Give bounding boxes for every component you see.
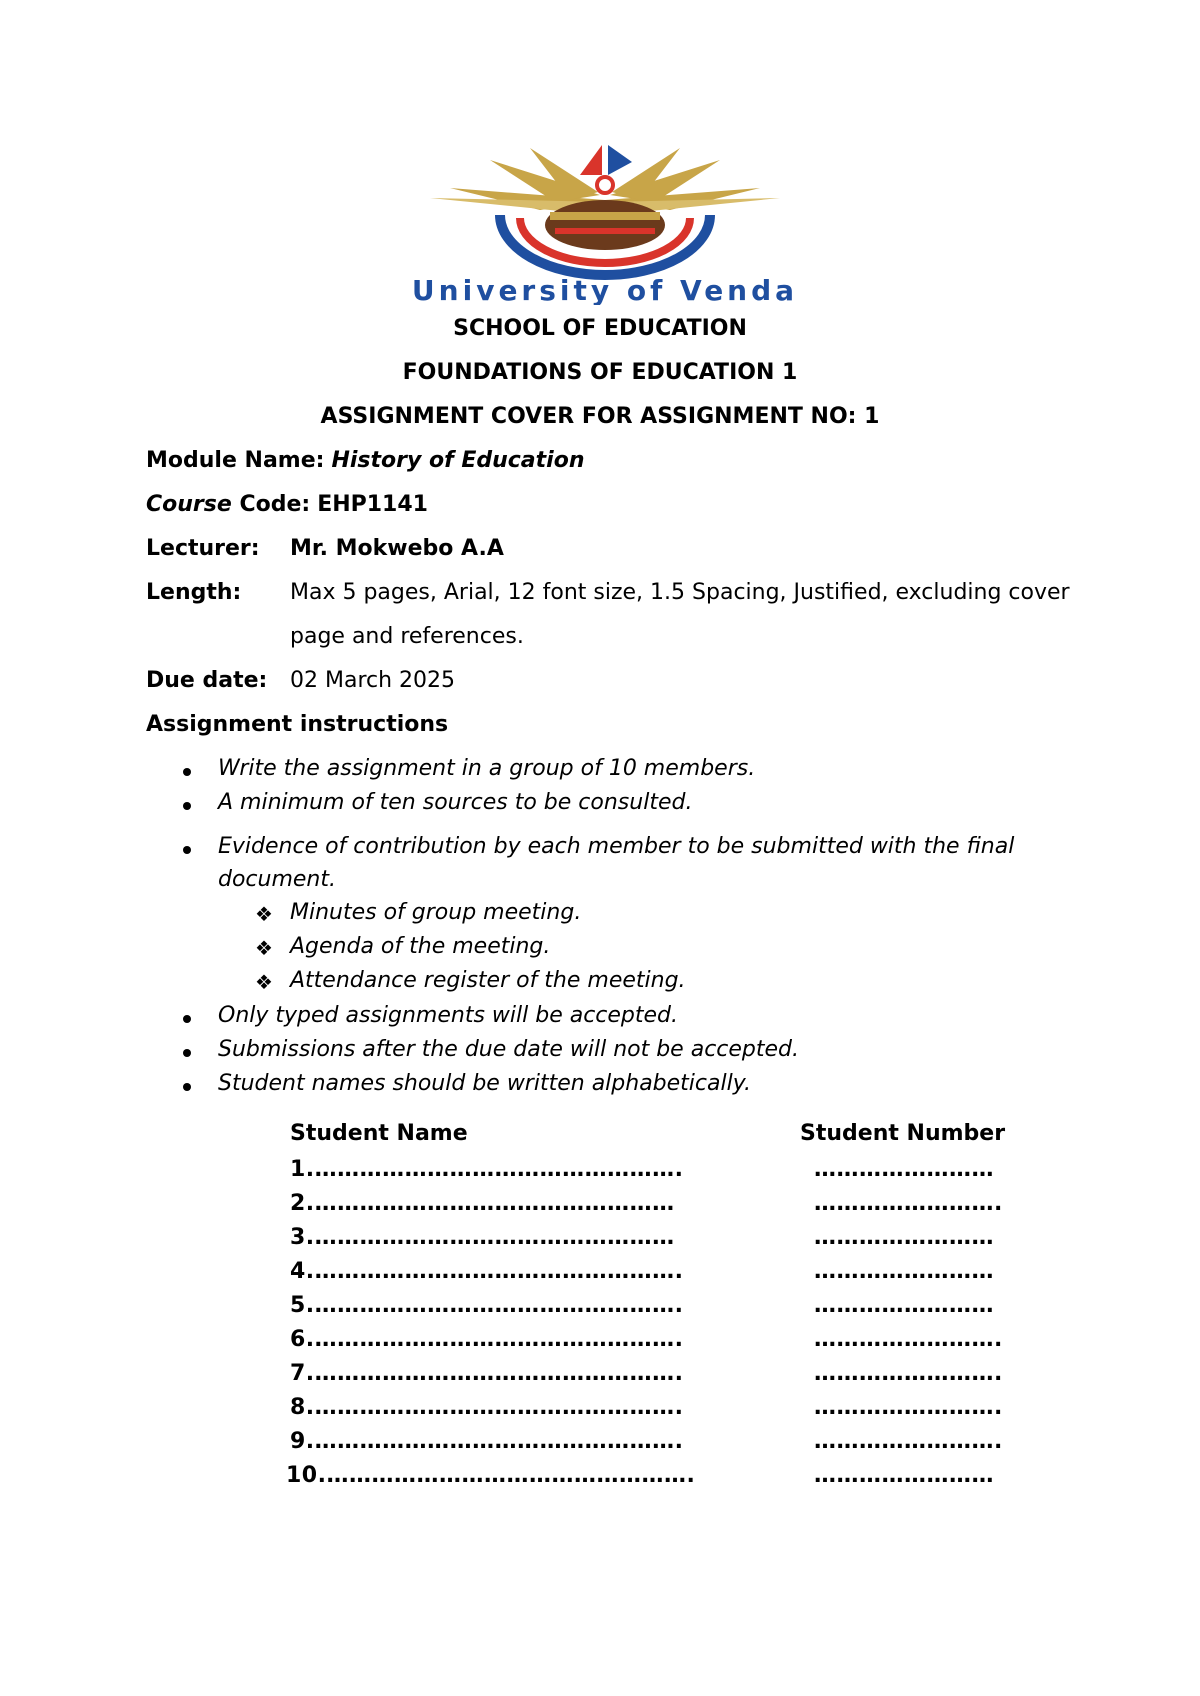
course-label-rest: Code:	[231, 492, 311, 517]
student-name-line: 2.…………………………………………	[290, 1191, 675, 1216]
lecturer-label: Lecturer:	[146, 536, 260, 561]
student-number-header: Student Number	[800, 1121, 1006, 1146]
length-value-line1: Max 5 pages, Arial, 12 font size, 1.5 Spacing, Justified, excluding cover	[290, 580, 1070, 605]
due-date-label: Due date:	[146, 668, 268, 693]
student-name-header: Student Name	[290, 1121, 468, 1146]
course-code-field	[146, 492, 428, 517]
instruction-item: Only typed assignments will be accepted.	[218, 1003, 679, 1028]
module-name-field	[146, 448, 585, 473]
student-number-line: …………………….	[814, 1361, 1003, 1386]
sub-instruction-item: Minutes of group meeting.	[290, 900, 582, 925]
sub-instruction-item: Attendance register of the meeting.	[290, 968, 686, 993]
length-label: Length:	[146, 580, 242, 605]
student-name-line: 9.………………………………………….	[290, 1429, 684, 1454]
student-name-line: 3.…………………………………………	[290, 1225, 675, 1250]
diamond-bullet-icon: ❖	[255, 970, 273, 994]
bullet-dot	[183, 846, 191, 854]
university-logo	[370, 140, 840, 305]
module-name-value: History of Education	[331, 448, 585, 473]
student-name-line: 1.………………………………………….	[290, 1157, 684, 1182]
instructions-title: Assignment instructions	[146, 712, 449, 737]
student-number-line: ……………………	[814, 1293, 994, 1318]
course-code-value: EHP1141	[317, 492, 428, 517]
diamond-bullet-icon: ❖	[255, 936, 273, 960]
bullet-dot	[183, 1015, 191, 1023]
logo-sun	[597, 177, 613, 193]
logo-text: University of Venda	[411, 274, 799, 305]
instruction-item: Evidence of contribution by each member to be submitted with the final	[218, 834, 1015, 859]
length-value-line2: page and references.	[290, 624, 524, 649]
student-name-line: 5.………………………………………….	[290, 1293, 684, 1318]
due-date-value: 02 March 2025	[290, 668, 456, 693]
module-name-label: Module Name:	[146, 448, 325, 473]
diamond-bullet-icon: ❖	[255, 902, 273, 926]
logo-red-flag	[580, 145, 602, 175]
student-number-line: ……………………	[814, 1157, 994, 1182]
instruction-item: Submissions after the due date will not be accepted.	[218, 1037, 800, 1062]
course-label-italic: Course	[146, 492, 232, 517]
logo-blue-flag	[608, 145, 632, 175]
logo-pot	[545, 200, 665, 250]
student-number-line: ……………………	[814, 1463, 994, 1488]
cover-heading: ASSIGNMENT COVER FOR ASSIGNMENT NO: 1	[320, 404, 880, 429]
student-number-line: ……………………	[814, 1259, 994, 1284]
student-name-line: 10.………………………………………….	[286, 1463, 696, 1488]
student-name-line: 6.………………………………………….	[290, 1327, 684, 1352]
student-number-line: …………………….	[814, 1395, 1003, 1420]
sub-instruction-item: Agenda of the meeting.	[290, 934, 551, 959]
student-number-line: …………………….	[814, 1327, 1003, 1352]
student-number-line: ……………………	[814, 1225, 994, 1250]
student-name-line: 4.………………………………………….	[290, 1259, 684, 1284]
instruction-item-continued: document.	[218, 867, 336, 892]
bullet-dot	[183, 1049, 191, 1057]
bullet-dot	[183, 802, 191, 810]
bullet-dot	[183, 768, 191, 776]
student-number-line: …………………….	[814, 1429, 1003, 1454]
bullet-dot	[183, 1083, 191, 1091]
student-number-line: …………………….	[814, 1191, 1003, 1216]
instruction-item: Student names should be written alphabetically.	[218, 1071, 752, 1096]
school-heading: SCHOOL OF EDUCATION	[453, 316, 747, 341]
instruction-item: A minimum of ten sources to be consulted.	[218, 790, 693, 815]
student-name-line: 8.………………………………………….	[290, 1395, 684, 1420]
student-name-line: 7.………………………………………….	[290, 1361, 684, 1386]
instruction-item: Write the assignment in a group of 10 members.	[218, 756, 756, 781]
lecturer-value: Mr. Mokwebo A.A	[290, 536, 504, 561]
course-heading: FOUNDATIONS OF EDUCATION 1	[402, 360, 798, 385]
